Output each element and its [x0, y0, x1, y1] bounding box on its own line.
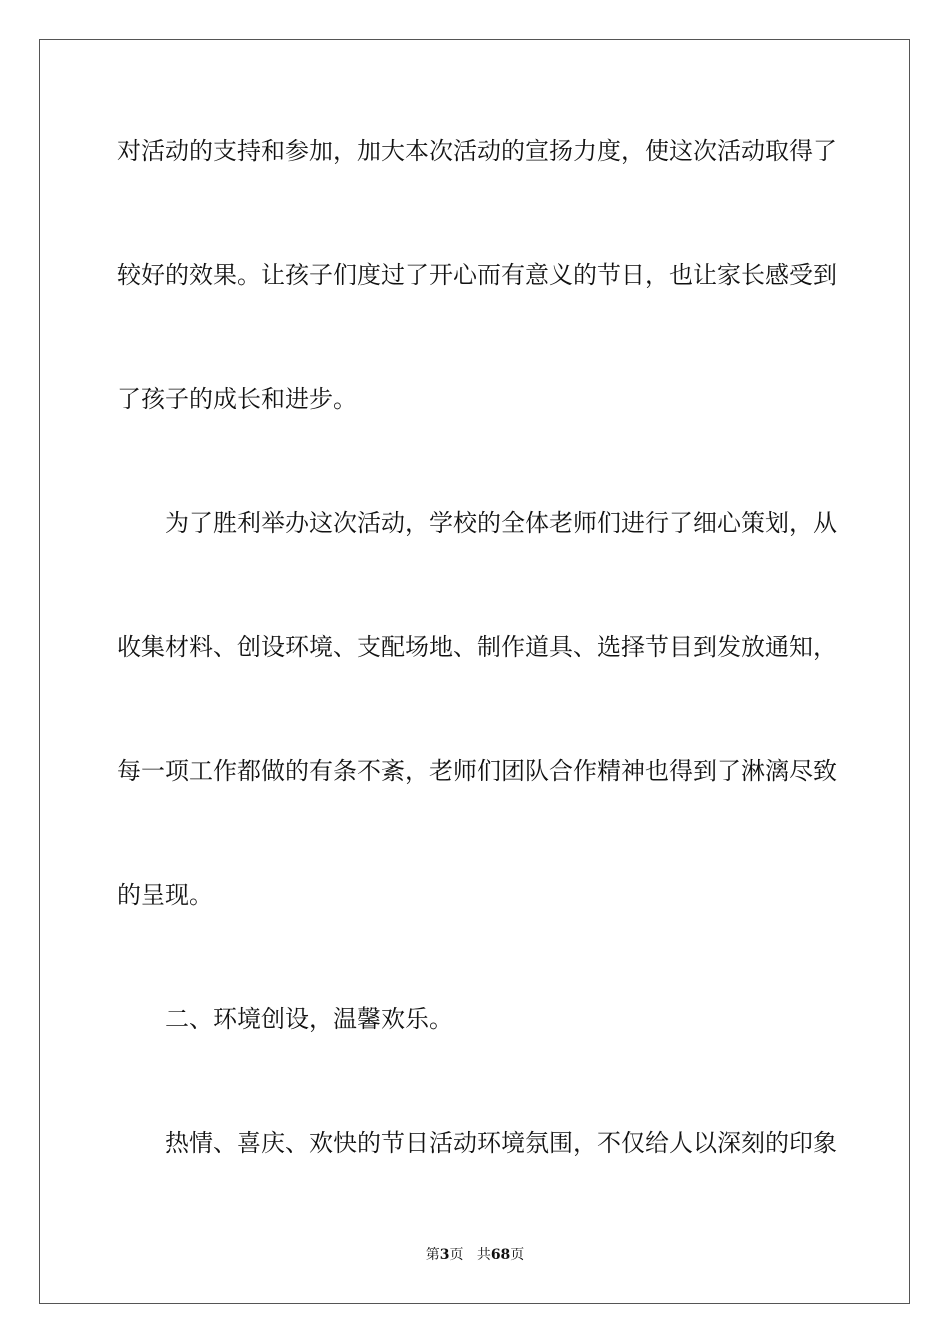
footer-page-number: 3: [439, 1247, 450, 1263]
footer-page-prefix: 第: [425, 1247, 440, 1263]
footer-total-suffix: 页: [510, 1247, 525, 1263]
page-footer: [0, 1245, 950, 1265]
paragraph-line-4: 为了胜利举办这次活动，学校的全体老师们进行了细心策划，从: [165, 509, 837, 537]
paragraph-line-6: 每一项工作都做的有条不紊，老师们团队合作精神也得到了淋漓尽致: [117, 757, 837, 785]
footer-total-prefix: 共: [476, 1247, 491, 1263]
paragraph-line-5: 收集材料、创设环境、支配场地、制作道具、选择节目到发放通知，: [117, 633, 837, 661]
paragraph-line-9: 热情、喜庆、欢快的节日活动环境氛围，不仅给人以深刻的印象: [165, 1129, 837, 1157]
paragraph-line-2: 较好的效果。让孩子们度过了开心而有意义的节日，也让家长感受到: [117, 261, 837, 289]
page-frame: [39, 39, 910, 1304]
paragraph-line-3: 了孩子的成长和进步。: [117, 385, 357, 413]
paragraph-line-7: 的呈现。: [117, 881, 213, 909]
footer-page-suffix: 页: [449, 1247, 464, 1263]
footer-total-pages: 68: [490, 1247, 511, 1263]
paragraph-line-1: 对活动的支持和参加，加大本次活动的宣扬力度，使这次活动取得了: [117, 137, 837, 165]
section-heading: 二、环境创设，温馨欢乐。: [165, 1005, 453, 1033]
